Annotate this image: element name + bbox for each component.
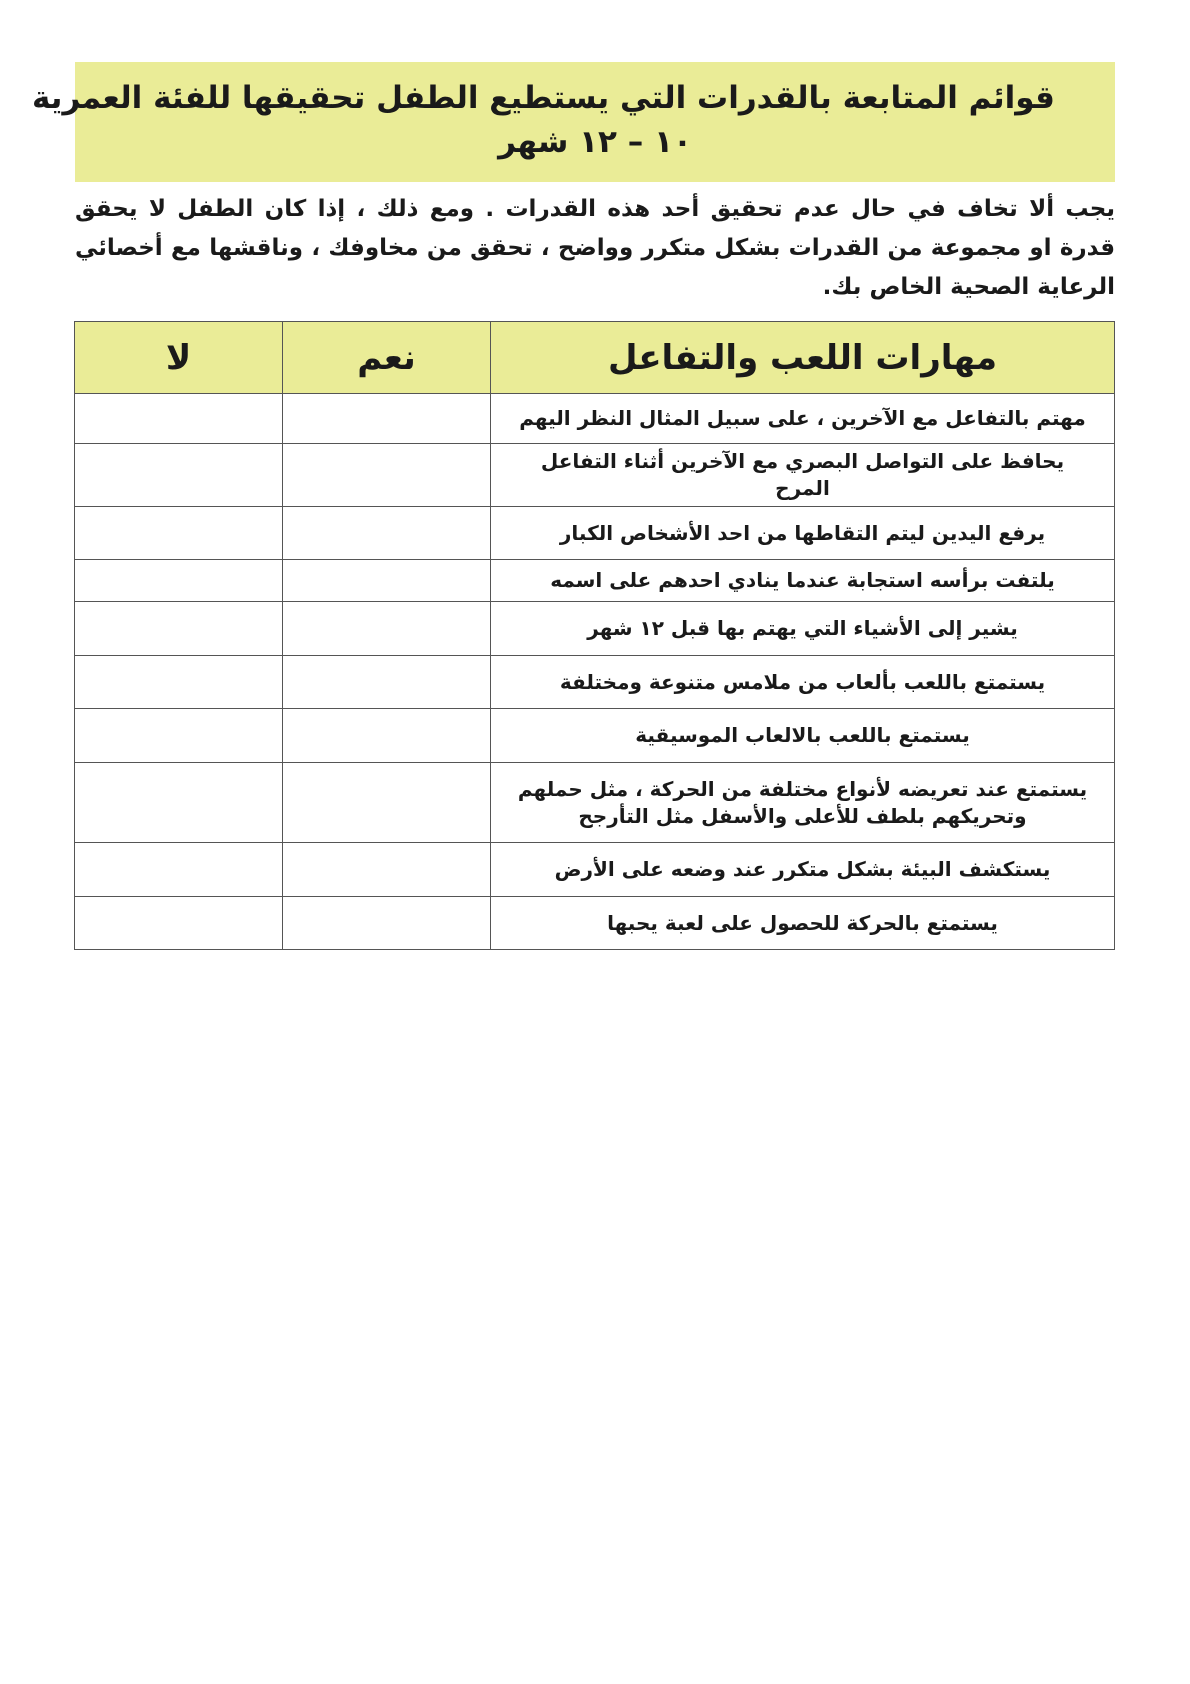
table-row (75, 444, 1115, 507)
skill-text: مهتم بالتفاعل مع الآخرين ، على سبيل المثال النظر اليهم (491, 394, 1115, 444)
skill-text: يشير إلى الأشياء التي يهتم بها قبل ١٢ شهر (491, 602, 1115, 656)
table-row (75, 560, 1115, 602)
table-row (75, 602, 1115, 656)
skill-text: يرفع اليدين ليتم التقاطها من احد الأشخاص الكبار (491, 507, 1115, 560)
no-cell[interactable] (75, 897, 283, 950)
page-title: قوائم المتابعة بالقدرات التي يستطيع الطفل تحقيقها للفئة العمرية (32, 80, 1055, 116)
yes-cell[interactable] (283, 444, 491, 507)
skills-checklist-table (74, 321, 1115, 950)
yes-cell[interactable] (283, 709, 491, 763)
table-row (75, 843, 1115, 897)
table-row (75, 507, 1115, 560)
no-cell[interactable] (75, 394, 283, 444)
no-cell[interactable] (75, 709, 283, 763)
table-row (75, 656, 1115, 709)
header-skills: مهارات اللعب والتفاعل (491, 322, 1115, 394)
skill-text: يستمتع بالحركة للحصول على لعبة يحبها (491, 897, 1115, 950)
skill-text: يلتفت برأسه استجابة عندما ينادي احدهم على اسمه (491, 560, 1115, 602)
skill-text: يحافظ على التواصل البصري مع الآخرين أثناء التفاعل المرح (491, 444, 1115, 507)
yes-cell[interactable] (283, 656, 491, 709)
table-header-row (75, 322, 1115, 394)
yes-cell[interactable] (283, 507, 491, 560)
no-cell[interactable] (75, 602, 283, 656)
skill-text: يستكشف البيئة بشكل متكرر عند وضعه على الأرض (491, 843, 1115, 897)
table-row (75, 709, 1115, 763)
skill-text: يستمتع باللعب بألعاب من ملامس متنوعة ومختلفة (491, 656, 1115, 709)
no-cell[interactable] (75, 444, 283, 507)
title-banner (32, 62, 1115, 182)
header-no: لا (75, 322, 283, 394)
age-range-subtitle: ١٠ – ١٢ شهر (498, 124, 692, 160)
table-row (75, 763, 1115, 843)
no-cell[interactable] (75, 560, 283, 602)
yes-cell[interactable] (283, 602, 491, 656)
table-row (75, 394, 1115, 444)
skill-text: يستمتع عند تعريضه لأنواع مختلفة من الحركة ، مثل حملهم وتحريكهم بلطف للأعلى والأسفل مثل التأرجح (491, 763, 1115, 843)
table-row (75, 897, 1115, 950)
yes-cell[interactable] (283, 843, 491, 897)
yes-cell[interactable] (283, 394, 491, 444)
no-cell[interactable] (75, 656, 283, 709)
no-cell[interactable] (75, 763, 283, 843)
no-cell[interactable] (75, 507, 283, 560)
header-yes: نعم (283, 322, 491, 394)
document-page (32, 62, 1115, 950)
yes-cell[interactable] (283, 560, 491, 602)
no-cell[interactable] (75, 843, 283, 897)
yes-cell[interactable] (283, 763, 491, 843)
yes-cell[interactable] (283, 897, 491, 950)
intro-paragraph: يجب ألا تخاف في حال عدم تحقيق أحد هذه القدرات . ومع ذلك ، إذا كان الطفل لا يحقق قدرة او مجموعة من القدرات بشكل متكرر وواضح ، تحقق من مخاوفك ، وناقشها مع أخصائي الرعاية الصحية الخاص بك. (75, 196, 1115, 300)
skill-text: يستمتع باللعب بالالعاب الموسيقية (491, 709, 1115, 763)
